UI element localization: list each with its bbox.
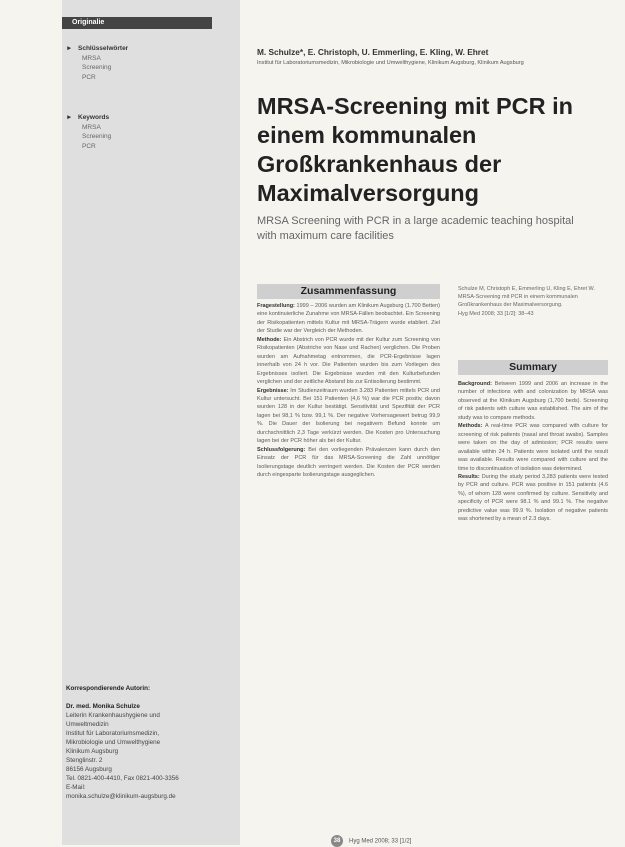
keyword-item: MRSA [82, 54, 101, 62]
sidebar [62, 0, 240, 845]
journal-reference: Hyg Med 2008; 33 [1/2] [349, 838, 412, 845]
paragraph-label: Methode: [257, 336, 282, 343]
paragraph-text: Ein Abstrich von PCR wurde mit der Kultur zum Screening von Risikopatienten (Abstriche von Nase und Rachen) verglichen. Die Proben wurden am Aufnahmetag entnommen, die PCR-Ergebnisse lagen innerhalb von 24 h vor. Die Patienten wurden bis zum Vorliegen des Ergebnisses isoliert. Die Ergebnisse wurden mit den Kulturbefunden verglichen und der zeitliche Abstand bis zur Entisolierung bestimmt. [257, 336, 440, 386]
keyword-item: PCR [82, 142, 96, 150]
zusammenfassung-heading: Zusammenfassung [257, 284, 440, 299]
abstract-paragraph [257, 387, 440, 446]
paragraph-text: 1999 – 2006 wurden am Klinikum Augsburg (1.700 Betten) eine kontinuierliche Zunahme von MRSA-Fällen beobachtet. Ein Screening der Risikopatienten mittels Kultur mit MRSA-Trägern wurde etabliert. Ziel der Studie war der Vergleich der Methoden. [257, 303, 440, 335]
citation-line: Hyg Med 2008; 33 [1/2]: 38–43 [458, 310, 534, 317]
arrow-icon: ► [66, 45, 73, 52]
paragraph-text: Bei den vorliegenden Prävalenzen kann durch den Einsatz der PCR für das MRSA-Screening die Zahl unnötiger Isolierungstage deutlich verringert werden. Die Kosten der PCR werden durch eingesparte Isolierungstage ausgeglichen. [257, 446, 440, 479]
affiliation: Institut für Laboratoriumsmedizin, Mikrobiologie und Umwelthygiene, Klinikum Augsburg, Klinikum Augsburg [257, 60, 524, 66]
article-subtitle: MRSA Screening with PCR in a large academic teaching hospital with maximum care facilities [257, 215, 574, 242]
page-number: 38 [331, 835, 343, 847]
section-label: Originalie [62, 17, 212, 29]
abstract-paragraph [257, 302, 440, 336]
correspondence-line: Tel. 0821-400-4410, Fax 0821-400-3356 [66, 775, 179, 782]
paragraph-label: Methods: [458, 423, 483, 430]
zusammenfassung-body [257, 302, 440, 480]
keyword-item: Screening [82, 133, 112, 140]
keyword-item: MRSA [82, 123, 101, 131]
abstract-paragraph [458, 422, 608, 473]
keywords-english [66, 113, 111, 151]
correspondence-line: Institut für Laboratoriumsmedizin, [66, 730, 160, 737]
correspondence-line: Leiterin Krankenhaushygiene und [66, 712, 160, 719]
keyword-item: Screening [82, 64, 112, 71]
abstract-paragraph [257, 446, 440, 480]
correspondence-block [66, 684, 236, 801]
paragraph-label: Background: [458, 381, 492, 387]
summary-body [458, 380, 608, 524]
page-footer [331, 835, 411, 847]
correspondence-email[interactable]: monika.schulze@klinikum-augsburg.de [66, 793, 176, 800]
correspondence-line: Klinikum Augsburg [66, 748, 119, 755]
keywords-german [66, 44, 128, 82]
keywords-en-heading: Keywords [78, 114, 110, 121]
arrow-icon: ► [66, 114, 73, 121]
summary-heading: Summary [458, 360, 608, 375]
correspondence-line: Stenglinstr. 2 [66, 757, 103, 764]
keyword-item: PCR [82, 73, 96, 81]
paragraph-text: Between 1999 and 2006 an increase in the number of infections with and colonization by MRSA was observed at the Klinikum Augsburg (1,700 beds). Screening of risk patients with culture was established. The aim of the study was to compare methods. [458, 381, 608, 421]
abstract-paragraph [458, 473, 608, 524]
keywords-de-heading: Schlüsselwörter [78, 45, 129, 52]
abstract-paragraph [257, 336, 440, 387]
citation-line: Schulze M, Christoph E, Emmerling U, Kling E, Ehret W. MRSA-Screening mit PCR in einem kommunalen Großkrankenhaus der Maximalversorgung. [458, 286, 595, 309]
correspondence-name: Dr. med. Monika Schulze [66, 703, 140, 710]
correspondence-heading: Korrespondierende Autorin: [66, 685, 151, 692]
abstract-paragraph [458, 380, 608, 422]
paragraph-label: Results: [458, 473, 480, 480]
citation-block [458, 285, 608, 318]
paragraph-text: Im Studienzeitraum wurden 3.283 Patienten mittels PCR und Kultur untersucht. Bei 151 Patienten (4,6 %) war die PCR positiv, davon wurden 128 in der Kultur bestätigt. Sensitivität und Spezifität der PCR lagen bei 98,1 % bzw. 99,1 %. Der negative Vorhersagewert betrug 99,9 %. Die Dauer der Isolierung bei negativem Befund konnte um durchschnittlich 2,3 Tage verkürzt werden. Die Kosten pro Untersuchung lagen bei der PCR höher als bei der Kultur. [257, 387, 440, 445]
paragraph-text: During the study period 3,283 patients were tested by PCR and culture. PCR was positive in 151 patients (4.6 %), of whom 128 were confirmed by culture. Sensitivity and specificity of PCR were 98.1 % and 99.1 %. The negative predictive value was 99.9 %. Isolation of negative patients was shortened by a mean of 2.3 days. [458, 473, 608, 523]
correspondence-line: E-Mail: [66, 784, 86, 791]
paragraph-text: A real-time PCR was compared with culture for screening of risk patients (nasal and throat swabs). Samples were taken on the day of admission; PCR results were available within 24 h. Patients were isolated until the result was available. Results were compared with culture and the time to discontinuation of isolation was determined. [458, 423, 608, 472]
paragraph-label: Ergebnisse: [257, 387, 289, 394]
authors: M. Schulze*, E. Christoph, U. Emmerling, E. Kling, W. Ehret [257, 47, 489, 57]
paragraph-label: Schlussfolgerung: [257, 446, 306, 453]
article-title: MRSA-Screening mit PCR in einem kommunalen Großkrankenhaus der Maximalversorgung [257, 93, 573, 206]
correspondence-line: Umweltmedizin [66, 721, 109, 728]
correspondence-line: Mikrobiologie und Umwelthygiene [66, 739, 161, 746]
paragraph-label: Fragestellung: [257, 303, 295, 309]
correspondence-line: 86156 Augsburg [66, 766, 112, 773]
